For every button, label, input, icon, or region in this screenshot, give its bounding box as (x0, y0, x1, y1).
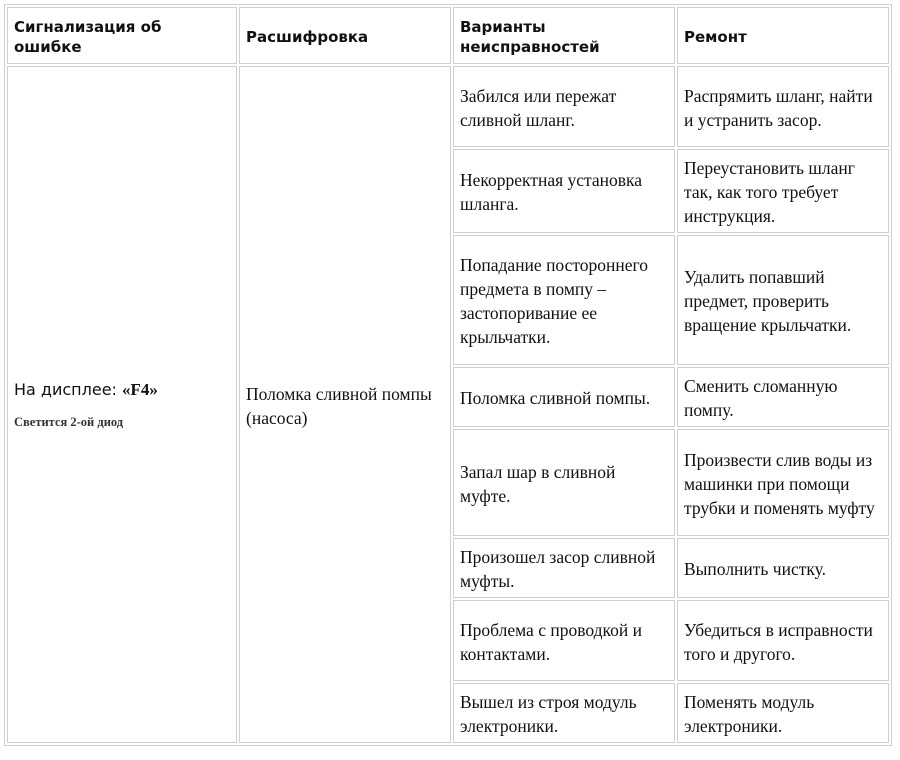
header-repair: Ремонт (677, 7, 889, 64)
table-row (7, 66, 889, 147)
header-decoding: Расшифровка (239, 7, 451, 64)
repair-cell: Выполнить чистку. (677, 538, 889, 598)
fault-cell: Забился или пережат сливной шланг. (453, 66, 675, 147)
table-body (7, 66, 889, 743)
repair-cell: Произвести слив воды из машинки при помощи трубки и поменять муфту (677, 429, 889, 536)
repair-cell: Переустановить шланг так, как того требует инструкция. (677, 149, 889, 233)
repair-cell: Распрямить шланг, найти и устранить засор. (677, 66, 889, 147)
diode-note: Светится 2-ой диод (14, 414, 124, 429)
fault-cell: Проблема с проводкой и контактами. (453, 600, 675, 681)
signal-cell (7, 66, 237, 743)
repair-cell: Сменить сломанную помпу. (677, 367, 889, 427)
header-signal: Сигнализация об ошибке (7, 7, 237, 64)
error-table-wrapper (4, 4, 892, 746)
error-code: «F4» (122, 379, 158, 399)
repair-cell: Поменять модуль электроники. (677, 683, 889, 743)
fault-cell: Запал шар в сливной муфте. (453, 429, 675, 536)
fault-cell: Произошел засор сливной муфты. (453, 538, 675, 598)
signal-prefix: На дисплее: (14, 379, 123, 399)
repair-cell: Убедиться в исправности того и другого. (677, 600, 889, 681)
decoding-cell: Поломка сливной помпы (насоса) (239, 66, 451, 743)
header-row (7, 7, 889, 64)
repair-cell: Удалить попавший предмет, проверить вращение крыльчатки. (677, 235, 889, 365)
fault-cell: Попадание постороннего предмета в помпу – застопоривание ее крыльчатки. (453, 235, 675, 365)
header-faults: Варианты неисправностей (453, 7, 675, 64)
fault-cell: Поломка сливной помпы. (453, 367, 675, 427)
fault-cell: Вышел из строя модуль электроники. (453, 683, 675, 743)
fault-cell: Некорректная установка шланга. (453, 149, 675, 233)
error-table (4, 4, 892, 746)
